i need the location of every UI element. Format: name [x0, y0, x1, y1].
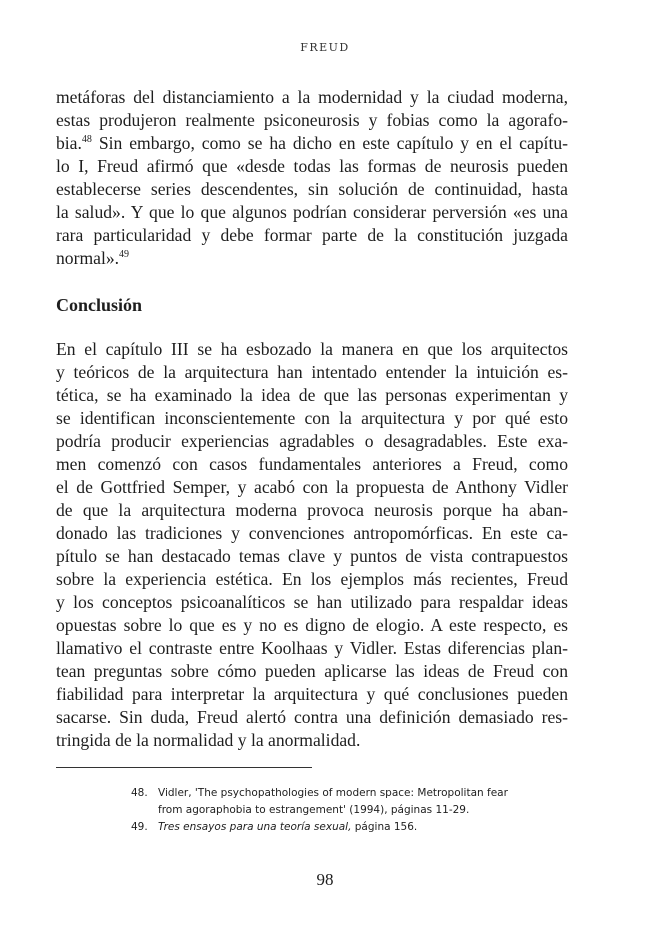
text-line: podría producir experiencias agradables o desagradables. Este exa- — [56, 431, 568, 451]
footnote-text: Vidler, 'The psychopathologies of modern space: Metropolitan fear — [158, 787, 508, 799]
text-line: llamativo el contraste entre Koolhaas y Vidler. Estas diferencias plan- — [56, 638, 568, 658]
text-fragment: normal». — [56, 248, 120, 268]
text-line: tringida de la normalidad y la anormalidad. — [56, 730, 361, 750]
text-line: pítulo se han destacado temas clave y puntos de vista contrapuestos — [56, 546, 568, 566]
footnote-number: 49. — [131, 821, 148, 833]
footnote-title: Tres ensayos para una teoría sexual, — [158, 821, 352, 833]
footnote-48 — [131, 785, 561, 802]
paragraph-continued — [56, 86, 568, 270]
text-line: y los conceptos psicoanalíticos se han utilizado para respaldar ideas — [56, 592, 568, 612]
text-line: establecerse series descendentes, sin solución de continuidad, hasta — [56, 179, 568, 199]
section-heading: Conclusión — [56, 295, 143, 315]
footnote-text: página 156. — [351, 821, 418, 833]
text-line: estas produjeron realmente psiconeurosis y fobias como la agorafo- — [56, 110, 568, 130]
footnote-ref-49: 49 — [119, 249, 130, 260]
text-line: rara particularidad y debe formar parte de la constitución juzgada — [56, 225, 568, 245]
footnote-ref-48: 48 — [81, 134, 92, 145]
text-line — [56, 247, 568, 270]
text-line — [56, 132, 568, 155]
text-line: el de Gottfried Semper, y acabó con la propuesta de Anthony Vidler — [56, 477, 568, 497]
footnote-48-continued: from agoraphobia to estrangement' (1994), páginas 11-29. — [158, 804, 470, 816]
text-line: donado las tradiciones y convenciones antropomórficas. En este ca- — [56, 523, 568, 543]
text-line: de que la arquitectura moderna provoca neurosis porque ha aban- — [56, 500, 568, 520]
text-line: lo I, Freud afirmó que «desde todas las formas de neurosis pueden — [56, 156, 568, 176]
text-line: sobre la experiencia estética. En los ejemplos más recientes, Freud — [56, 569, 568, 589]
text-line: se identifican inconscientemente con la arquitectura y por qué esto — [56, 408, 568, 428]
footnote-number: 48. — [131, 787, 148, 799]
text-line: opuestas sobre lo que es y no es digno de elogio. A este respecto, es — [56, 615, 568, 635]
text-line: tean preguntas sobre cómo pueden aplicarse las ideas de Freud con — [56, 661, 568, 681]
page-number: 98 — [316, 870, 334, 889]
footnote-49 — [131, 819, 561, 836]
text-fragment: Sin embargo, como se ha dicho en este capítulo y en el capítu- — [98, 133, 568, 153]
text-line: sacarse. Sin duda, Freud alertó contra una definición demasiado res- — [56, 707, 568, 727]
text-line: la salud». Y que lo que algunos podrían considerar perversión «es una — [56, 202, 568, 222]
text-fragment: bia. — [56, 133, 82, 153]
text-line: metáforas del distanciamiento a la modernidad y la ciudad moderna, — [56, 87, 568, 107]
text-line: men comenzó con casos fundamentales anteriores a Freud, como — [56, 454, 568, 474]
conclusion-paragraph — [56, 338, 568, 752]
footnote-divider — [56, 767, 312, 768]
text-line: tética, se ha examinado la idea de que las personas experimentan y — [56, 385, 568, 405]
text-line: En el capítulo III se ha esbozado la manera en que los arquitectos — [56, 339, 568, 359]
footnotes — [131, 785, 561, 836]
text-line: fiabilidad para interpretar la arquitectura y qué conclusiones pueden — [56, 684, 568, 704]
text-line: y teóricos de la arquitectura han intentado entender la intuición es- — [56, 362, 568, 382]
running-head: FREUD — [300, 41, 350, 54]
